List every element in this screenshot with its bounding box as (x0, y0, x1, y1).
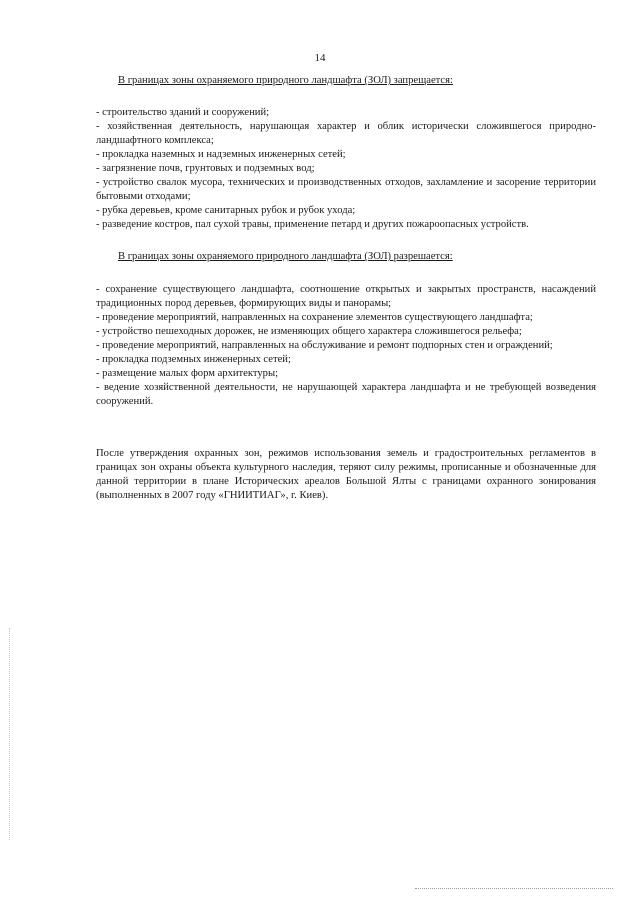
final-paragraph: После утверждения охранных зон, режимов использования земель и градостроительных регламентов в границах зон охраны объекта культурного наследия, теряют силу режимы, прописанные и обозначенные для данной территории в плане Исторических ареалов Большой Ялты с границами охранного зонирования (выполненных в 2007 году «ГНИИТИАГ», г. Киев). (96, 448, 596, 501)
list-item: - проведение мероприятий, направленных на обслуживание и ремонт подпорных стен и ограждений; (96, 340, 553, 351)
list-item: - прокладка подземных инженерных сетей; (96, 354, 291, 365)
list-item: - прокладка наземных и надземных инженерных сетей; (96, 149, 346, 160)
list-item: - ведение хозяйственной деятельности, не нарушающей характера ландшафта и не требующей возведения сооружений. (96, 382, 596, 407)
list-item: - хозяйственная деятельность, нарушающая характер и облик исторически сложившегося природно-ландшафтного комплекса; (96, 121, 596, 146)
document-body (96, 74, 596, 503)
page-number: 14 (314, 52, 326, 64)
list-item: - размещение малых форм архитектуры; (96, 368, 279, 379)
list-item: - рубка деревьев, кроме санитарных рубок и рубок ухода; (96, 205, 356, 216)
list-item: - строительство зданий и сооружений; (96, 107, 270, 118)
scan-margin-line (9, 628, 10, 840)
prohibited-heading: В границах зоны охраняемого природного ландшафта (ЗОЛ) запрещается: (118, 75, 453, 86)
list-item: - устройство пешеходных дорожек, не изменяющих общего характера сложившегося рельефа; (96, 326, 522, 337)
list-item: - устройство свалок мусора, технических и производственных отходов, захламление и засорение территории бытовыми отходами; (96, 177, 596, 202)
prohibited-list (96, 106, 596, 232)
footer-rule (415, 888, 613, 889)
list-item: - разведение костров, пал сухой травы, применение петард и других пожароопасных устройств. (96, 219, 529, 230)
list-item: - загрязнение почв, грунтовых и подземных вод; (96, 163, 315, 174)
allowed-list (96, 283, 596, 409)
allowed-heading: В границах зоны охраняемого природного ландшафта (ЗОЛ) разрешается: (118, 251, 453, 262)
list-item: - проведение мероприятий, направленных на сохранение элементов существующего ландшафта; (96, 312, 533, 323)
list-item: - сохранение существующего ландшафта, соотношение открытых и закрытых пространств, насаждений традиционных пород деревьев, формирующих виды и панорамы; (96, 284, 596, 309)
